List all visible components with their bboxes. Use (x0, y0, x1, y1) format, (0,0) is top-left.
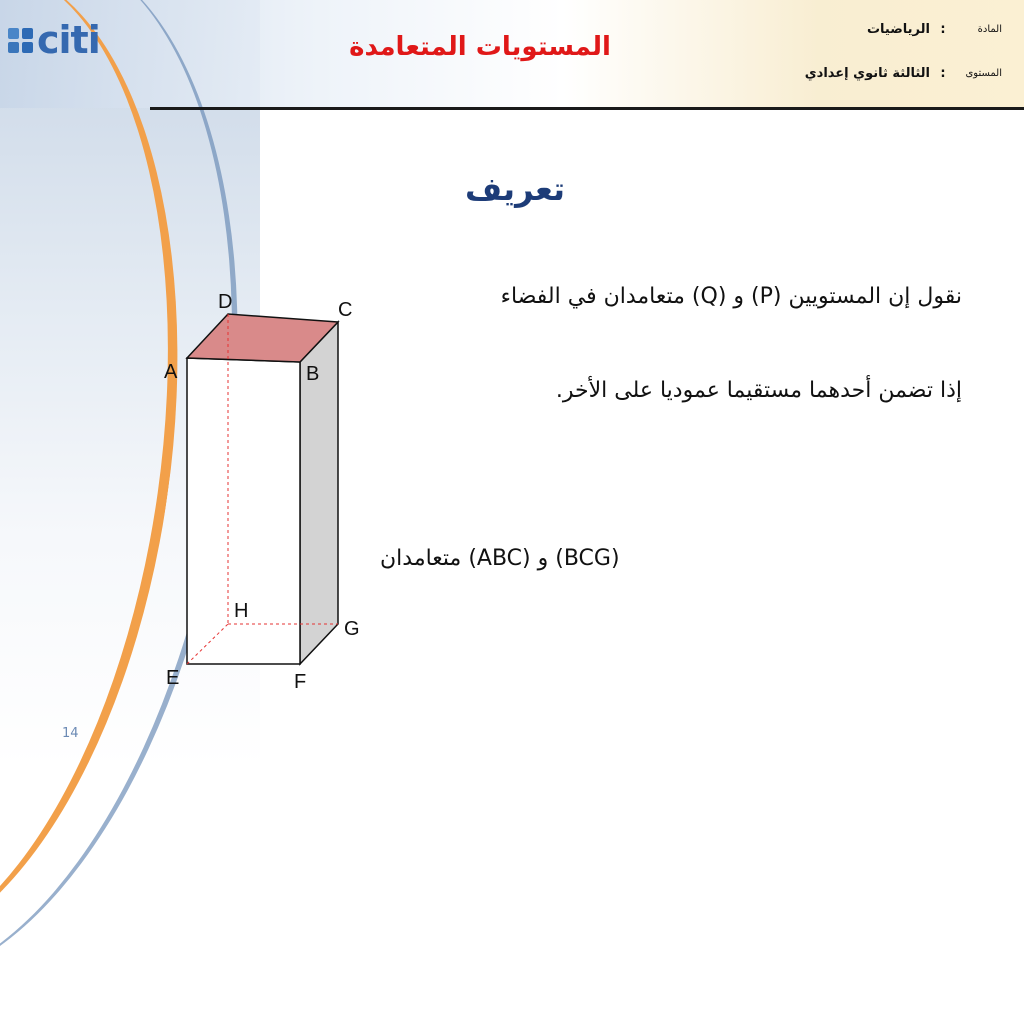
level-value: الثالثة ثانوي إعدادي (804, 66, 930, 81)
subject-value: الرياضيات (866, 22, 930, 37)
label-f: F (294, 671, 307, 693)
logo-text: citi (37, 18, 100, 62)
label-d: D (218, 291, 233, 313)
label-c: C (338, 299, 353, 321)
definition-line-1: نقول إن المستويين (P) و (Q) متعامدان في الفضاء (500, 284, 962, 309)
label-e: E (166, 667, 180, 689)
page-number: 14 (62, 726, 79, 741)
slide-title: المستويات المتعامدة (349, 32, 611, 62)
label-g: G (344, 618, 360, 640)
label-h: H (234, 600, 249, 622)
subject-key: المادة (977, 24, 1002, 35)
label-b: B (306, 363, 320, 385)
level-key: المستوى (965, 68, 1002, 79)
level-sep: : (940, 66, 946, 81)
label-a: A (164, 361, 178, 383)
example-line: (BCG) و (ABC) متعامدان (380, 546, 620, 571)
subject-sep: : (940, 22, 946, 37)
section-heading: تعريف (464, 170, 566, 208)
definition-line-2: إذا تضمن أحدهما مستقيما عموديا على الأخر. (555, 378, 962, 403)
